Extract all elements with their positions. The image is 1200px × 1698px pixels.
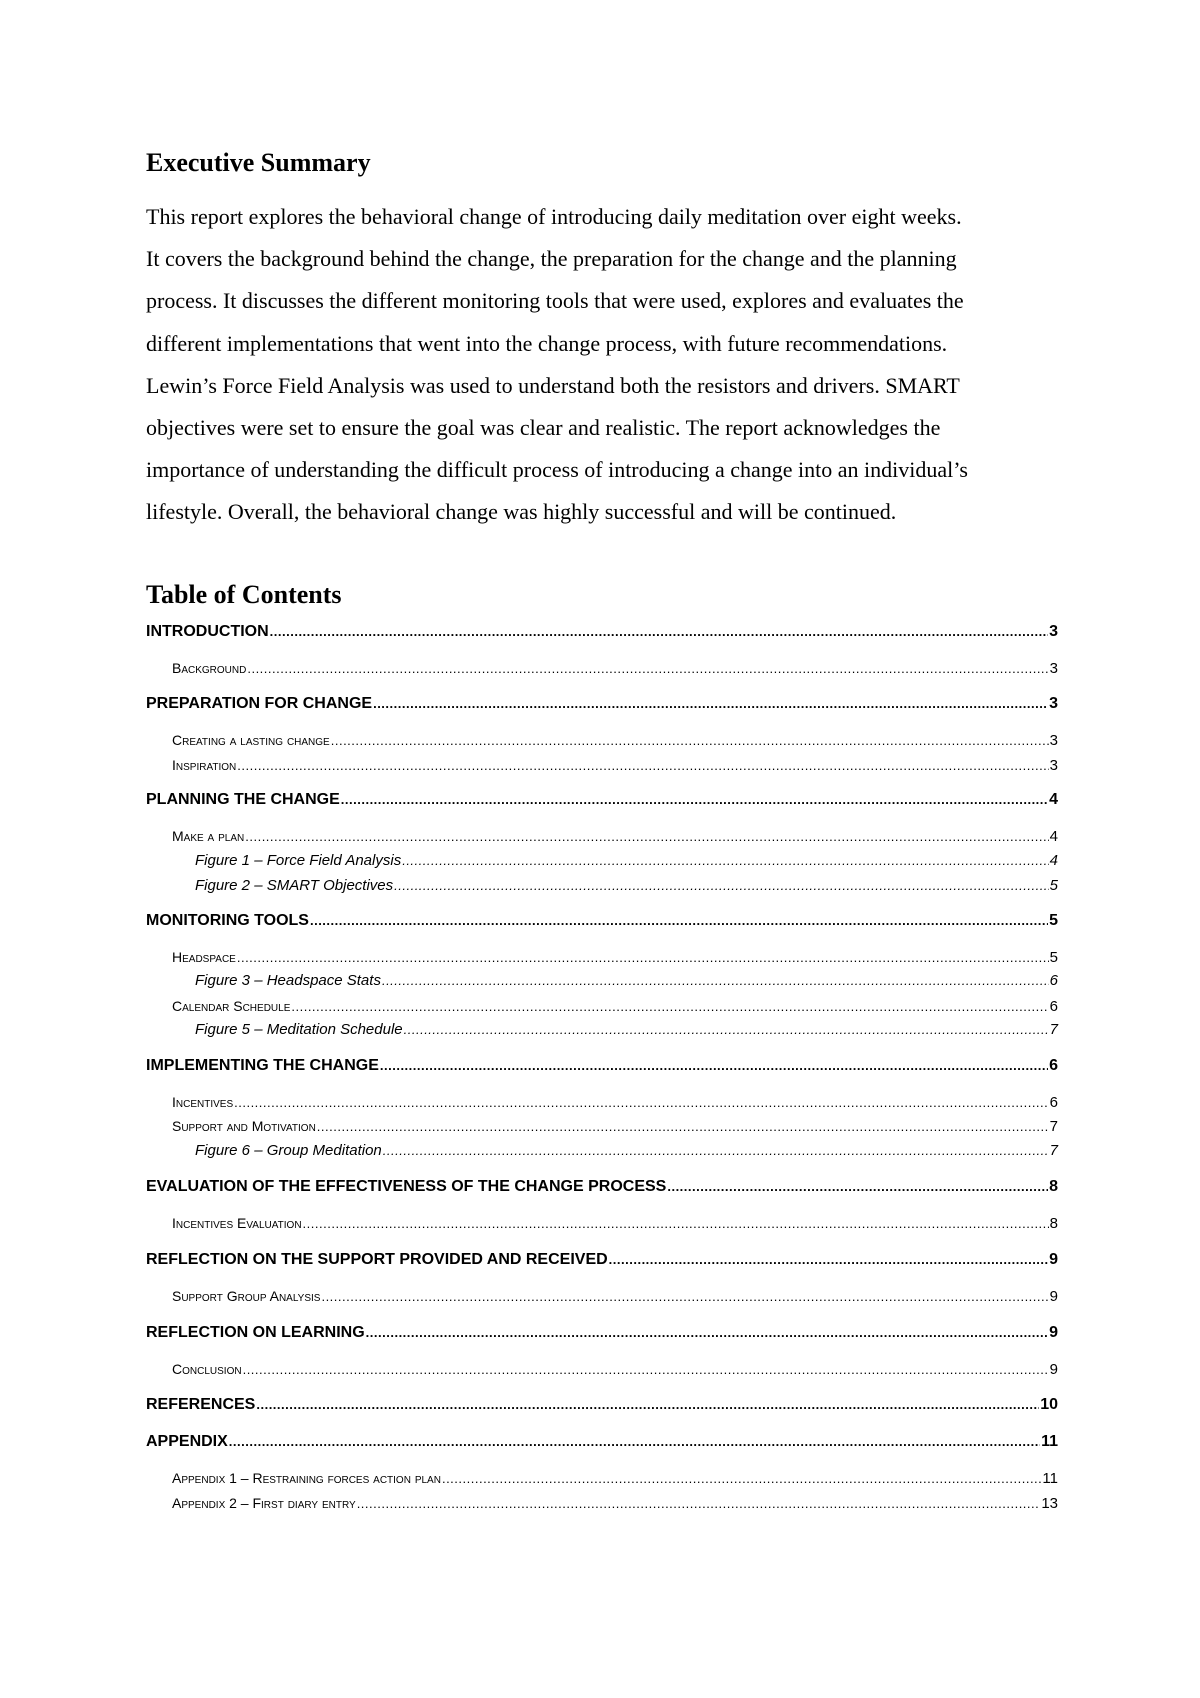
toc-dot-leader [234,1092,1049,1114]
toc-dot-leader [380,1055,1048,1077]
toc-entry-label: Background [172,660,247,676]
toc-page-number: 8 [1049,1215,1058,1232]
toc-dot-leader [373,693,1048,715]
toc-dot-leader [256,1394,1039,1416]
toc-page-number: 9 [1049,1251,1058,1268]
toc-page-number: 10 [1040,1396,1058,1413]
toc-entry-label: Appendix 2 – First diary entry [172,1495,356,1511]
toc-entry-label: PREPARATION FOR CHANGE [146,695,373,712]
toc-page-number: 3 [1049,757,1058,774]
summary-line: objectives were set to ensure the goal was clear and realistic. The report acknowledges the [146,415,941,441]
toc-dot-leader [303,1213,1049,1235]
toc-dot-leader [366,1322,1048,1344]
toc-entry-label: Support and Motivation [172,1118,316,1134]
toc-dot-leader [317,1116,1049,1138]
toc-entry-level-3[interactable] [195,970,1058,992]
toc-entry-level-1[interactable] [146,693,1058,715]
toc-entry-label: REFERENCES [146,1396,256,1413]
toc-dot-leader [237,947,1049,969]
toc-dot-leader [442,1468,1041,1490]
toc-entry-label: Creating a lasting change [172,732,330,748]
summary-line: This report explores the behavioral change of introducing daily meditation over eight weeks. [146,204,962,229]
toc-page-number: 11 [1042,1470,1058,1487]
toc-dot-leader [609,1249,1048,1271]
toc-page-number: 3 [1049,695,1058,712]
toc-page-number: 6 [1049,1094,1058,1111]
toc-entry-level-1[interactable] [146,1055,1058,1077]
toc-page-number: 8 [1049,1178,1058,1195]
toc-entry-label: PLANNING THE CHANGE [146,791,340,808]
toc-dot-leader [247,658,1048,680]
toc-dot-leader [229,1431,1040,1453]
toc-entry-level-2[interactable] [172,946,1058,968]
toc-entry-label: Figure 3 – Headspace Stats [195,972,381,989]
toc-dot-leader [237,755,1048,777]
toc-entry-label: Appendix 1 – Restraining forces action plan [172,1470,441,1486]
toc-page-number: 4 [1049,852,1058,869]
toc-entry-level-2[interactable] [172,729,1058,751]
toc-dot-leader [357,1493,1041,1515]
toc-entry-label: REFLECTION ON LEARNING [146,1324,365,1341]
summary-line: It covers the background behind the change, the preparation for the change and the planning [146,246,957,272]
toc-page-number: 4 [1049,791,1058,808]
toc-entry-level-2[interactable] [172,754,1058,776]
toc-entry-level-1[interactable] [146,910,1058,932]
toc-page-number: 7 [1049,1021,1058,1038]
executive-summary-heading: Executive Summary [146,148,371,177]
toc-entry-level-1[interactable] [146,1394,1058,1416]
toc-entry-level-1[interactable] [146,1322,1058,1344]
toc-entry-label: REFLECTION ON THE SUPPORT PROVIDED AND RECEIVED [146,1251,608,1268]
summary-line: different implementations that went into the change process, with future recommendations. [146,330,948,356]
summary-line: lifestyle. Overall, the behavioral change was highly successful and will be continued. [146,499,897,525]
toc-dot-leader [394,875,1049,897]
toc-page-number: 9 [1049,1288,1058,1305]
toc-page-number: 9 [1049,1324,1058,1341]
summary-line: importance of understanding the difficult process of introducing a change into an individual’s [146,457,968,483]
summary-line: Lewin’s Force Field Analysis was used to understand both the resistors and drivers. SMART [146,372,960,398]
toc-entry-level-2[interactable] [172,1115,1058,1137]
toc-entry-level-3[interactable] [195,1140,1058,1162]
toc-dot-leader [404,1019,1049,1041]
toc-dot-leader [245,826,1048,848]
toc-entry-level-1[interactable] [146,1249,1058,1271]
toc-dot-leader [291,996,1048,1018]
toc-entry-level-2[interactable] [172,825,1058,847]
toc-dot-leader [310,910,1048,932]
toc-page-number: 3 [1049,623,1058,640]
toc-entry-label: Support Group Analysis [172,1288,321,1304]
toc-entry-label: Figure 6 – Group Meditation [195,1142,382,1159]
toc-entry-level-1[interactable] [146,789,1058,811]
toc-entry-label: Figure 2 – SMART Objectives [195,877,394,894]
toc-dot-leader [321,1286,1048,1308]
toc-entry-label: Conclusion [172,1361,242,1377]
toc-dot-leader [243,1359,1049,1381]
toc-entry-level-2[interactable] [172,1358,1058,1380]
toc-page-number: 9 [1049,1361,1058,1378]
toc-entry-label: EVALUATION OF THE EFFECTIVENESS OF THE CHANGE PROCESS [146,1178,667,1195]
toc-dot-leader [270,621,1048,643]
toc-page-number: 3 [1049,660,1058,677]
toc-entry-level-1[interactable] [146,1431,1058,1453]
toc-entry-label: Inspiration [172,757,237,773]
toc-dot-leader [331,730,1049,752]
toc-entry-level-3[interactable] [195,875,1058,897]
toc-entry-level-1[interactable] [146,1176,1058,1198]
toc-entry-label: INTRODUCTION [146,623,269,640]
toc-entry-label: IMPLEMENTING THE CHANGE [146,1057,379,1074]
toc-entry-level-2[interactable] [172,1285,1058,1307]
toc-page-number: 3 [1049,732,1058,749]
toc-page-number: 11 [1041,1433,1058,1450]
table-of-contents-heading: Table of Contents [146,580,342,609]
toc-entry-level-2[interactable] [172,657,1058,679]
toc-entry-label: Incentives [172,1094,234,1110]
toc-dot-leader [341,789,1048,811]
toc-dot-leader [667,1176,1048,1198]
toc-page-number: 13 [1041,1495,1058,1512]
toc-page-number: 5 [1049,912,1058,929]
summary-line: process. It discusses the different monitoring tools that were used, explores and evaluates the [146,288,964,314]
toc-entry-level-3[interactable] [195,850,1058,872]
toc-entry-level-2[interactable] [172,1492,1058,1514]
toc-entry-label: Make a plan [172,828,245,844]
toc-page-number: 7 [1049,1142,1058,1159]
toc-entry-level-2[interactable] [172,1467,1058,1489]
toc-page-number: 6 [1049,998,1058,1015]
toc-dot-leader [383,1140,1049,1162]
toc-entry-level-2[interactable] [172,1212,1058,1234]
toc-entry-label: Incentives Evaluation [172,1215,302,1231]
toc-dot-leader [402,850,1048,872]
toc-entry-level-2[interactable] [172,995,1058,1017]
toc-page-number: 4 [1049,828,1058,845]
toc-entry-level-1[interactable] [146,621,1058,643]
toc-dot-leader [382,970,1049,992]
toc-entry-label: Figure 1 – Force Field Analysis [195,852,402,869]
toc-entry-level-3[interactable] [195,1019,1058,1041]
toc-entry-label: Figure 5 – Meditation Schedule [195,1021,403,1038]
toc-entry-label: Calendar Schedule [172,998,291,1014]
toc-page-number: 7 [1049,1118,1058,1135]
toc-entry-level-2[interactable] [172,1091,1058,1113]
toc-page-number: 6 [1049,972,1058,989]
toc-entry-label: MONITORING TOOLS [146,912,309,929]
toc-entry-label: Headspace [172,949,236,965]
toc-page-number: 5 [1049,877,1058,894]
toc-page-number: 6 [1049,1057,1058,1074]
toc-page-number: 5 [1049,949,1058,966]
toc-entry-label: APPENDIX [146,1433,228,1450]
